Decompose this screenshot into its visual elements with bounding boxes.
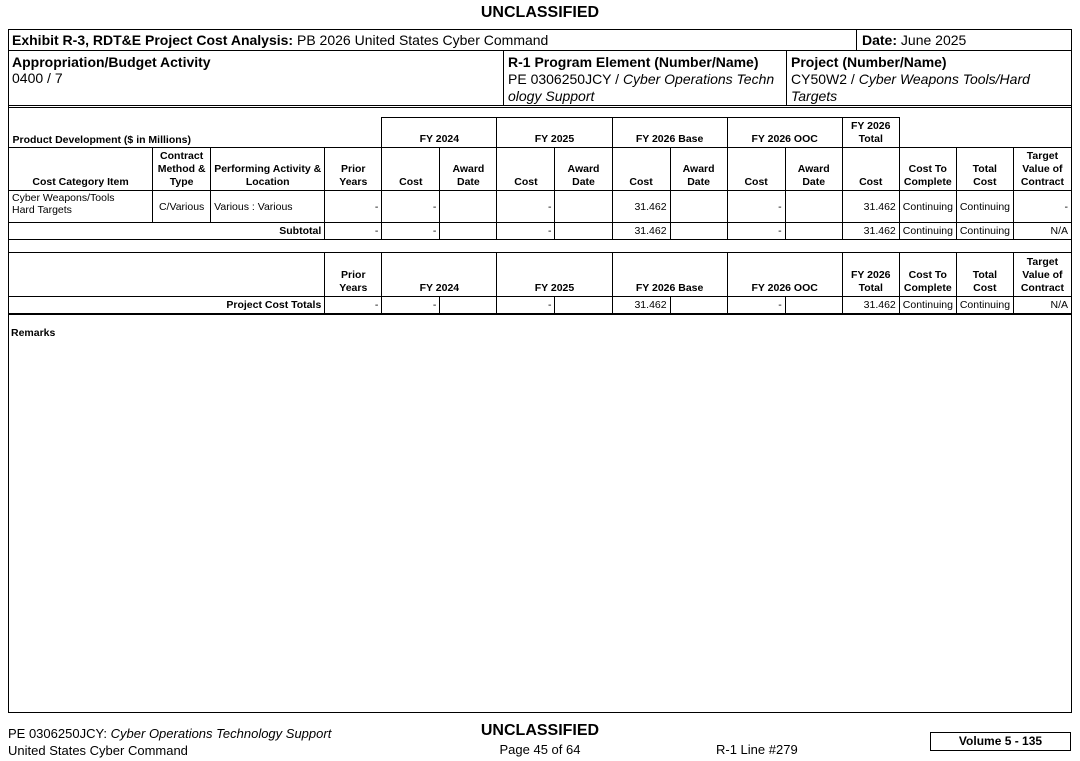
header-fy2025: FY 2025 [497, 118, 612, 148]
exhibit-label: Exhibit R-3, RDT&E Project Cost Analysis: [12, 32, 294, 48]
col-ooc-award-date: Award Date [785, 148, 842, 191]
header-fy2024: FY 2024 [382, 118, 497, 148]
totals-col-fy2026-base: FY 2026 Base [612, 253, 727, 297]
footer-org: United States Cyber Command [8, 743, 188, 758]
volume-box: Volume 5 - 135 [930, 732, 1071, 751]
ooc-cost-cell: - [727, 191, 785, 223]
subtotal-total: 31.462 [842, 223, 899, 240]
program-element-name-cont: ology Support [508, 88, 595, 104]
cost-to-complete-cell: Continuing [899, 191, 956, 223]
subtotal-prior: - [325, 223, 382, 240]
exhibit-subject: PB 2026 United States Cyber Command [296, 32, 549, 48]
totals-ooc: - [727, 297, 785, 314]
col-total: Total Cost [956, 148, 1013, 191]
subtotal-total-cost: Continuing [956, 223, 1013, 240]
totals-col-fy2024: FY 2024 [382, 253, 497, 297]
header-fy2026-base: FY 2026 Base [612, 118, 727, 148]
appropriation-block [12, 54, 211, 86]
col-fy2025-award-date: Award Date [555, 148, 612, 191]
date-value: June 2025 [900, 32, 967, 48]
r1-line: R-1 Line #279 [716, 742, 798, 757]
col-fy2024-award-date: Award Date [440, 148, 497, 191]
project-number: CY50W2 [791, 71, 848, 87]
fy2024-cost-cell: - [382, 191, 440, 223]
subtotal-label: Subtotal [9, 223, 325, 240]
divider [8, 105, 1072, 106]
subtotal-fy2024: - [382, 223, 440, 240]
col-base-award-date: Award Date [670, 148, 727, 191]
total-cost-cell: 31.462 [842, 191, 899, 223]
divider [856, 29, 857, 50]
footer-pe-name: Cyber Operations Technology Support [110, 726, 332, 741]
subtotal-base: 31.462 [612, 223, 670, 240]
subtotal-fy2025: - [497, 223, 555, 240]
totals-fy2025: - [497, 297, 555, 314]
project-cost-totals-table [8, 252, 1072, 314]
col-total-cost: Cost [842, 148, 899, 191]
totals-target: N/A [1013, 297, 1071, 314]
performing-activity-cell: Various : Various [211, 191, 325, 223]
totals-to-complete: Continuing [899, 297, 956, 314]
divider [8, 107, 1072, 108]
totals-total-cost: Continuing [956, 297, 1013, 314]
totals-prior: - [325, 297, 382, 314]
classification-bottom: UNCLASSIFIED [480, 722, 600, 739]
totals-total: 31.462 [842, 297, 899, 314]
target-value-cell: - [1013, 191, 1071, 223]
subtotal-ooc: - [727, 223, 785, 240]
totals-fy2024: - [382, 297, 440, 314]
totals-col-fy2026-ooc: FY 2026 OOC [727, 253, 842, 297]
fy2024-award-cell [440, 191, 497, 223]
totals-header-row [9, 253, 1072, 297]
col-prior-years: Prior Years [325, 148, 382, 191]
header-fy2026-total: FY 2026 Total [842, 118, 899, 148]
prior-years-cell: - [325, 191, 382, 223]
totals-col-cost-to-complete: Cost To Complete [899, 253, 956, 297]
ooc-award-cell [785, 191, 842, 223]
appropriation-value: 0400 / 7 [12, 70, 63, 86]
date-label: Date: [862, 32, 898, 48]
base-award-cell [670, 191, 727, 223]
totals-col-fy2026-total: FY 2026 Total [842, 253, 899, 297]
column-header-row [9, 148, 1072, 191]
program-element-name: Cyber Operations Techn [622, 71, 775, 87]
col-performing-activity: Performing Activity & Location [211, 148, 325, 191]
divider [786, 50, 787, 105]
table-title-row [9, 118, 1072, 148]
col-ooc-cost: Cost [727, 148, 785, 191]
program-element-block: R-1 Program Element (Number/Name) PE 0306250JCY / Cyber Operations Techn ology Support [508, 54, 775, 104]
col-cost-to-complete: Cost To Complete [899, 148, 956, 191]
page-number: Page 45 of 64 [499, 742, 581, 757]
footer-left [8, 725, 331, 759]
project-name: Cyber Weapons Tools/Hard [858, 71, 1030, 87]
fy2025-award-cell [555, 191, 612, 223]
col-cost-category-item: Cost Category Item [9, 148, 153, 191]
project-name-cont: Targets [791, 88, 838, 104]
col-fy2025-cost: Cost [497, 148, 555, 191]
totals-base: 31.462 [612, 297, 670, 314]
project-label: Project (Number/Name) [791, 54, 947, 70]
subtotal-row [9, 223, 1072, 240]
section-title: Product Development ($ in Millions) [12, 134, 192, 146]
cost-category-item-cell: Cyber Weapons/Tools Hard Targets [9, 191, 153, 223]
contract-method-cell: C/Various [153, 191, 211, 223]
divider [8, 314, 1072, 315]
exhibit-date [862, 32, 966, 48]
totals-col-total-cost: Total Cost [956, 253, 1013, 297]
header-fy2026-ooc: FY 2026 OOC [727, 118, 842, 148]
totals-col-fy2025: FY 2025 [497, 253, 612, 297]
footer-pe-number: PE 0306250JCY: [8, 726, 108, 741]
base-cost-cell: 31.462 [612, 191, 670, 223]
product-development-table [8, 117, 1072, 240]
totals-label: Project Cost Totals [9, 297, 325, 314]
program-element-number: PE 0306250JCY [508, 71, 612, 87]
classification-top: UNCLASSIFIED [480, 4, 600, 21]
subtotal-target: N/A [1013, 223, 1071, 240]
divider [8, 50, 1072, 51]
totals-col-prior-years: Prior Years [325, 253, 382, 297]
total-cell: Continuing [956, 191, 1013, 223]
col-target-value: Target Value of Contract [1013, 148, 1071, 191]
fy2025-cost-cell: - [497, 191, 555, 223]
project-cost-totals-row [9, 297, 1072, 314]
divider [503, 50, 504, 105]
col-base-cost: Cost [612, 148, 670, 191]
program-element-label: R-1 Program Element (Number/Name) [508, 54, 759, 70]
appropriation-label: Appropriation/Budget Activity [12, 54, 211, 70]
remarks-label: Remarks [11, 327, 56, 339]
project-block: Project (Number/Name) CY50W2 / Cyber Weapons Tools/Hard Targets [791, 54, 1030, 104]
col-contract-method: Contract Method & Type [153, 148, 211, 191]
totals-col-target-value: Target Value of Contract [1013, 253, 1071, 297]
subtotal-to-complete: Continuing [899, 223, 956, 240]
exhibit-title [12, 32, 852, 48]
col-fy2024-cost: Cost [382, 148, 440, 191]
table-row [9, 191, 1072, 223]
